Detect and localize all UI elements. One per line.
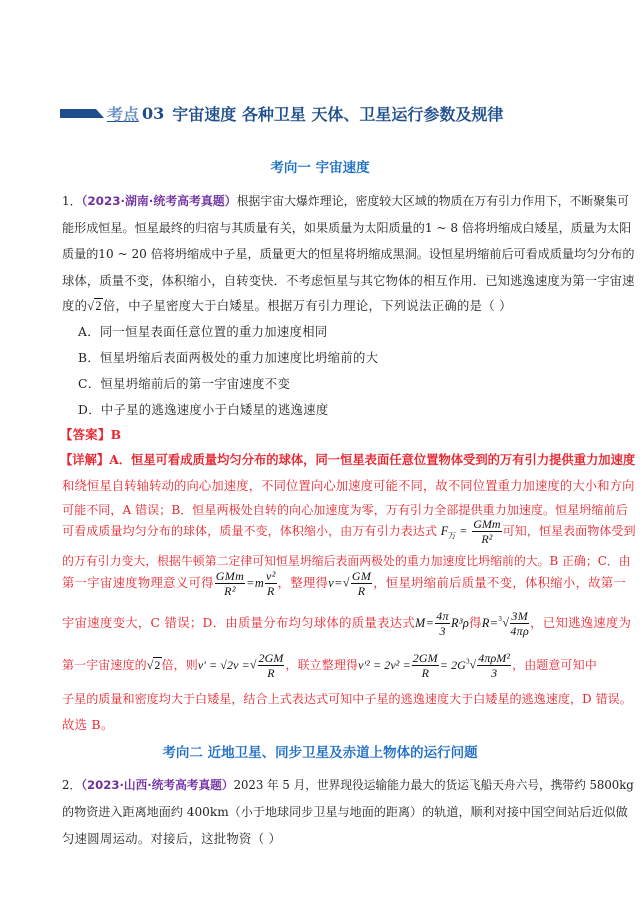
cbrt-4pirhoM2-3: $^3$√ $\frac{\text{4πρM²}}{3}$ <box>465 651 511 680</box>
q1-explain-8: 第一宇宙速度的√2倍，则v' = √2v =√ $\frac{2GM}{R}$ ，联立整理得v'² = 2v² = $\frac{2GM}{R}$ = $2G^3√$ $\frac{\text{4πρM²}}{3}$ ，由题意可知中 <box>62 651 597 680</box>
q1-text-5b: 倍，中子星密度大于白矮星。根据万有引力理论，下列说法正确的是（ ） <box>102 299 512 313</box>
sqrt-2-b: √2 <box>146 658 161 672</box>
sqrt-2GM-R: √ $\frac{2GM}{R}$ <box>249 651 284 680</box>
frac-GMm-R2-b: $\frac{\text{GMm}}{\text{R²}}$ <box>215 569 245 598</box>
q1-line-3: 质量的10 ~ 20 倍将坍缩成中子星，质量更大的恒星将坍缩成黑洞。设恒星坍缩前后可看成质量均匀分布的 <box>62 247 635 261</box>
frac-GMm-R2: $\frac{\text{GMm}}{\text{R²}}$ <box>473 517 501 546</box>
section-heading-1: 考向一 宇宙速度 <box>270 160 370 176</box>
q1-explain-9: 子星的质量和密度均大于白矮星，结合上式表达式可知中子星的逃逸速度大于白矮星的逃逸速度，D 错误。 <box>62 692 632 706</box>
frac-4pi-3: $\frac{4\pi}{3}$ <box>436 609 450 638</box>
topic-number: 03 <box>142 103 165 123</box>
q1-text-5a: 度的 <box>62 299 88 313</box>
q1-explain-7a: 宇宙速度变大，C 错误；D．由质量分布均匀球体的质量表达式 <box>62 616 416 630</box>
q1-source: （2023·湖南·统考高考真题） <box>81 194 237 208</box>
q1-line-4: 球体，质量不变，体积缩小，自转变快．不考虑恒星与其它物体的相互作用．已知逃逸速度为第一宇宙速 <box>62 274 635 288</box>
q1-explain-4 <box>62 518 636 545</box>
q1-explain-2: 和绕恒星自转轴转动的向心加速度，不同位置向心加速度可能不同，故不同位置重力加速度的大小和方向 <box>62 479 635 493</box>
q1-answer: 【答案】B <box>60 427 122 442</box>
q1-explain-7b: 得 <box>469 616 482 630</box>
formula-gravity: $F_万$ = <box>440 524 468 541</box>
q2-line-3: 匀速圆周运动。对接后，这批物资（ ） <box>62 832 282 846</box>
q1-explain-5: 的万有引力变大，根据牛顿第二定律可知恒星坍缩后表面两极处的重力加速度比坍缩前的大。B 正确；C．由 <box>62 554 631 568</box>
q2-source: （2023·山西·统考高考真题） <box>81 778 234 792</box>
q1-explain-4b: 可知，恒星表面物体受到 <box>502 524 636 538</box>
q1-line-1 <box>62 192 629 209</box>
sqrt-2: √2 <box>87 299 102 313</box>
topic-title <box>60 100 503 126</box>
sqrt-GM-R: √ $\frac{GM}{R}$ <box>342 569 372 598</box>
q2-number: 2． <box>62 778 82 792</box>
q1-explain-1: 【详解】A．恒星可看成质量均匀分布的球体，同一恒星表面任意位置物体受到的万有引力提供重力加速度 <box>60 452 636 467</box>
q1-line-2: 能形成恒星。恒星最终的归宿与其质量有关，如果质量为太阳质量的1 ~ 8 倍将坍缩成白矮星，质量为太阳 <box>62 221 632 235</box>
q1-explain-4a: 可看成质量均匀分布的球体，质量不变，体积缩小，由万有引力表达式 <box>62 524 437 538</box>
q1-explain-6c: ，恒星坍缩前后质量不变，体积缩小，故第一 <box>373 576 627 590</box>
frac-2GM-R: $\frac{2GM}{R}$ <box>412 651 438 680</box>
q1-explain-8b: 倍，则 <box>161 658 198 672</box>
title-triangle-decoration <box>96 109 104 118</box>
q1-option-c[interactable]: C．恒星坍缩前后的第一宇宙速度不变 <box>78 377 291 391</box>
q2-line-2: 的物资进入距离地面约 400km（小于地球同步卫星与地面的距离）的轨道，顺利对接中国空间站后近似做 <box>62 805 628 819</box>
q1-explain-3: 可能不同，A 错误；B．恒星两极处自转的向心加速度为零，万有引力全部提供重力加速度。恒星坍缩前后 <box>62 503 628 517</box>
q1-explain-6: 第一宇宙速度物理意义可得 $\frac{\text{GMm}}{\text{R²}}$ =m $\frac{\text{v²}}{R}$ ，整理得v=√ $\frac{GM}{R}$ ，恒星坍缩前后质量不变，体积缩小，故第一 <box>62 569 627 598</box>
frac-v2-R: $\frac{\text{v²}}{R}$ <box>266 569 276 598</box>
q2-text-1: 2023 年 5 月，世界现役运输能力最大的货运飞船天舟六号，携带约 5800kg <box>233 778 634 792</box>
q1-number: 1． <box>62 194 82 208</box>
q1-explain-10: 故选 B。 <box>62 718 114 732</box>
q1-explain-8c: ，联立整理得 <box>285 658 359 672</box>
cbrt-3M-4pirho: $^3$√ $\frac{3M}{4\pi\rho}$ <box>498 609 530 638</box>
topic-text: 宇宙速度 各种卫星 天体、卫星运行参数及规律 <box>172 104 504 124</box>
q1-line-5 <box>62 296 512 314</box>
q1-option-a[interactable]: A．同一恒星表面任意位置的重力加速度相同 <box>78 325 328 339</box>
section-heading-2: 考向二 近地卫星、同步卫星及赤道上物体的运行问题 <box>162 745 478 761</box>
q1-explain-7c: ，已知逃逸速度为 <box>530 616 632 630</box>
q1-explain-8a: 第一宇宙速度的 <box>62 658 147 672</box>
q1-option-d[interactable]: D．中子星的逃逸速度小于白矮星的逃逸速度 <box>78 403 329 417</box>
title-bar-decoration <box>60 109 96 118</box>
q1-option-b[interactable]: B．恒星坍缩后表面两极处的重力加速度比坍缩前的大 <box>78 351 379 365</box>
q1-explain-6b: ，整理得 <box>277 576 329 590</box>
q2-line-1 <box>62 777 634 793</box>
q1-explain-7: 宇宙速度变大，C 错误；D．由质量分布均匀球体的质量表达式M= $\frac{4\pi}{3}$ R³ρ得R=$^3$√ $\frac{3M}{4\pi\rho}$ ，已知逃逸速度为 <box>62 609 632 638</box>
q1-text-1: 根据宇宙大爆炸理论，密度较大区域的物质在万有引力作用下，不断聚集可 <box>236 194 629 208</box>
q1-explain-8d: ，由题意可知中 <box>512 658 597 672</box>
q1-explain-6a: 第一宇宙速度物理意义可得 <box>62 576 214 590</box>
topic-label: 考点 <box>107 104 140 124</box>
